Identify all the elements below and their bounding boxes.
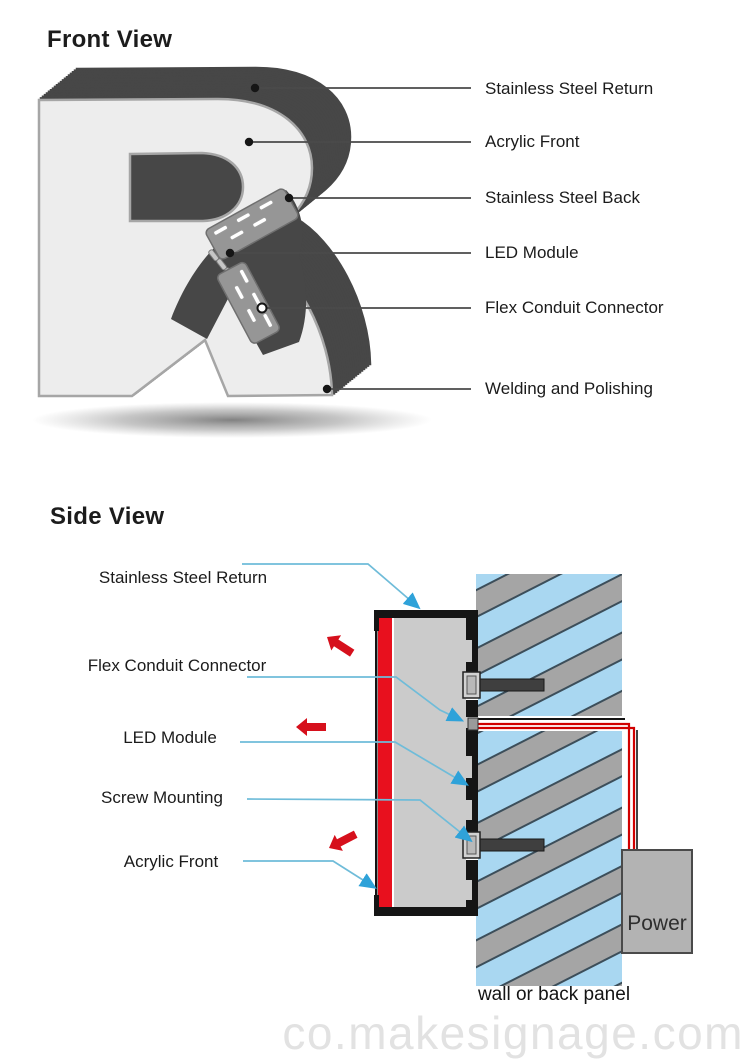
front-label-led-module: LED Module	[485, 243, 579, 262]
front-label-flex-conduit-connector: Flex Conduit Connector	[485, 298, 664, 317]
red-arrow-middle	[296, 718, 326, 736]
watermark-text: co.makesignage.com	[282, 1007, 744, 1059]
front-view-graphic	[32, 68, 471, 438]
flex-conduit-grommet	[468, 718, 478, 730]
wall-caption: wall or back panel	[477, 984, 631, 1005]
return-bottom-edge	[374, 907, 478, 916]
side-label-led-module: LED Module	[123, 728, 217, 747]
front-trim-edge	[375, 615, 378, 912]
letter-cross-section	[374, 610, 478, 916]
letter-drop-shadow	[32, 402, 432, 438]
acrylic-front-strip	[378, 615, 392, 912]
letter-counter-hole	[130, 153, 243, 221]
red-direction-arrows	[296, 635, 358, 851]
trim-lip-bottom	[374, 895, 379, 916]
letter-body	[394, 617, 478, 910]
front-label-acrylic-front: Acrylic Front	[485, 132, 580, 151]
side-label-screw-mounting: Screw Mounting	[101, 788, 223, 807]
front-label-stainless-steel-return: Stainless Steel Return	[485, 79, 654, 98]
front-view-title: Front View	[47, 26, 173, 53]
side-view-title: Side View	[50, 503, 165, 530]
front-label-welding-and-polishing: Welding and Polishing	[485, 379, 653, 398]
power-box-label: Power	[627, 912, 687, 935]
side-label-stainless-steel-return: Stainless Steel Return	[98, 568, 268, 587]
return-top-edge	[374, 610, 478, 618]
red-arrow-lower	[329, 831, 358, 851]
power-supply-box	[622, 850, 692, 953]
trim-lip-top	[374, 610, 379, 631]
front-label-stainless-steel-back: Stainless Steel Back	[485, 188, 640, 207]
wall-upper-block	[476, 574, 622, 716]
side-label-flex-conduit-connector: Flex Conduit Connector	[87, 656, 267, 675]
wall-lower-block	[476, 731, 622, 986]
side-label-acrylic-front: Acrylic Front	[123, 852, 219, 871]
red-arrow-upper	[327, 635, 354, 656]
